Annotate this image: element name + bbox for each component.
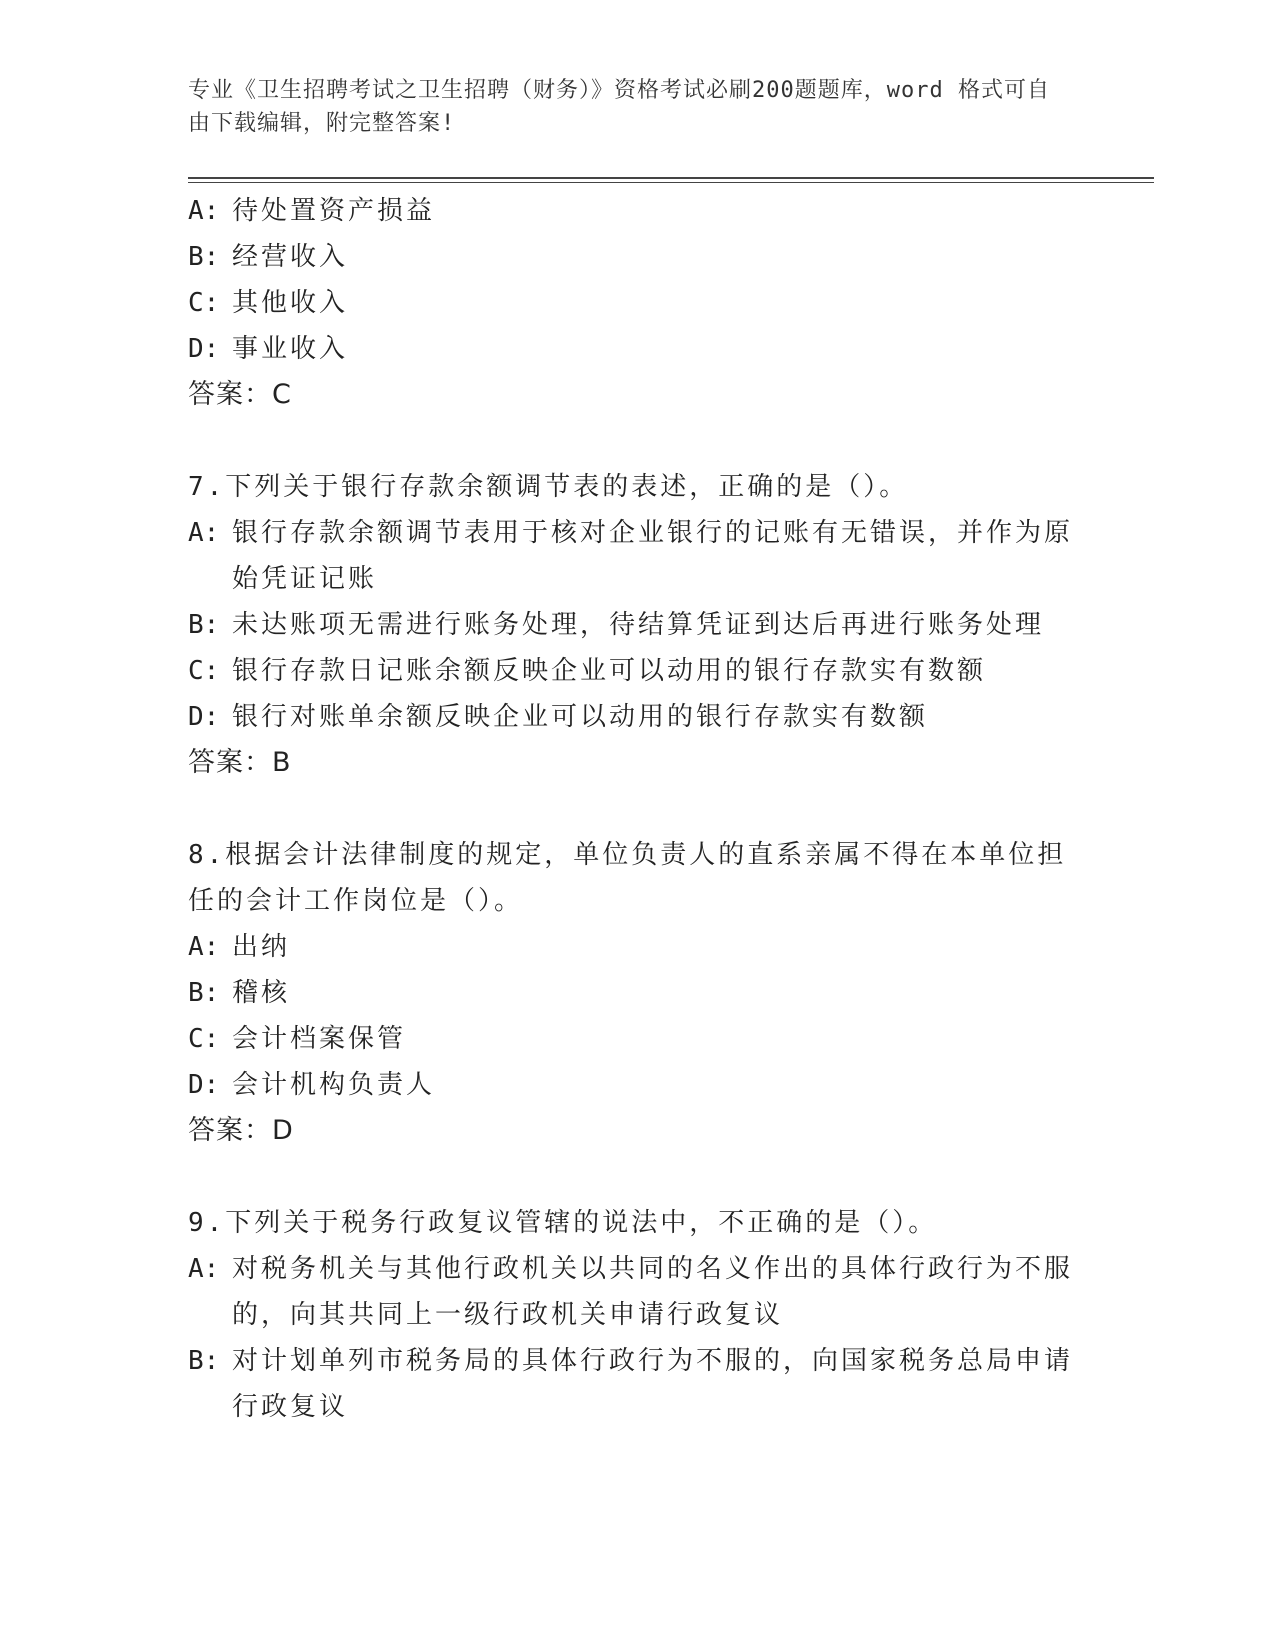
option-c [188,1016,1088,1062]
question-7 [188,464,1088,786]
option-key: A: [188,932,220,962]
partial-question [188,188,1088,418]
option-text: 稽核 [232,978,291,1008]
question-8 [188,832,1088,1154]
option-key: C: [188,656,220,686]
option-a [188,188,1088,234]
option-c [188,280,1088,326]
question-9 [188,1200,1088,1430]
option-key: D: [188,1070,220,1100]
document-body [188,188,1088,1430]
option-key: B: [188,1346,220,1376]
option-text: 待处置资产损益 [232,196,436,226]
answer-line: 答案：C [188,379,292,410]
option-text: 出纳 [232,932,291,962]
option-text: 会计档案保管 [232,1024,407,1054]
answer-line: 答案：B [188,747,292,778]
option-key: D: [188,702,220,732]
option-text: 对税务机关与其他行政机关以共同的名义作出的具体行政行为不服的，向其共同上一级行政机关申请行政复议 [232,1254,1074,1330]
option-d [188,1062,1088,1108]
question-stem: 8.根据会计法律制度的规定，单位负责人的直系亲属不得在本单位担任的会计工作岗位是（）。 [188,840,1067,916]
question-stem: 7.下列关于银行存款余额调节表的表述，正确的是（）。 [188,472,909,502]
option-key: A: [188,1254,220,1284]
option-a [188,924,1088,970]
option-b [188,970,1088,1016]
option-text: 对计划单列市税务局的具体行政行为不服的，向国家税务总局申请行政复议 [232,1346,1074,1422]
option-text: 未达账项无需进行账务处理，待结算凭证到达后再进行账务处理 [232,610,1045,640]
option-key: C: [188,288,220,318]
option-text: 会计机构负责人 [232,1070,436,1100]
option-text: 事业收入 [232,334,349,364]
option-key: B: [188,242,220,272]
option-a [188,1246,1088,1338]
option-key: A: [188,196,220,226]
option-b [188,234,1088,280]
document-header: 专业《卫生招聘考试之卫生招聘（财务）》资格考试必刷200题题库，word 格式可自由下载编辑，附完整答案! [188,78,1050,136]
option-key: D: [188,334,220,364]
option-d [188,694,1088,740]
option-c [188,648,1088,694]
question-stem: 9.下列关于税务行政复议管辖的说法中，不正确的是（）。 [188,1208,938,1238]
option-key: A: [188,518,220,548]
option-text: 其他收入 [232,288,349,318]
option-text: 银行存款余额调节表用于核对企业银行的记账有无错误，并作为原始凭证记账 [232,518,1074,594]
option-a [188,510,1088,602]
option-key: B: [188,978,220,1008]
header-divider [188,177,1154,183]
answer-line: 答案：D [188,1115,294,1146]
option-b [188,1338,1088,1430]
option-b [188,602,1088,648]
option-text: 经营收入 [232,242,349,272]
option-text: 银行存款日记账余额反映企业可以动用的银行存款实有数额 [232,656,987,686]
option-key: B: [188,610,220,640]
option-d [188,326,1088,372]
option-key: C: [188,1024,220,1054]
option-text: 银行对账单余额反映企业可以动用的银行存款实有数额 [232,702,929,732]
